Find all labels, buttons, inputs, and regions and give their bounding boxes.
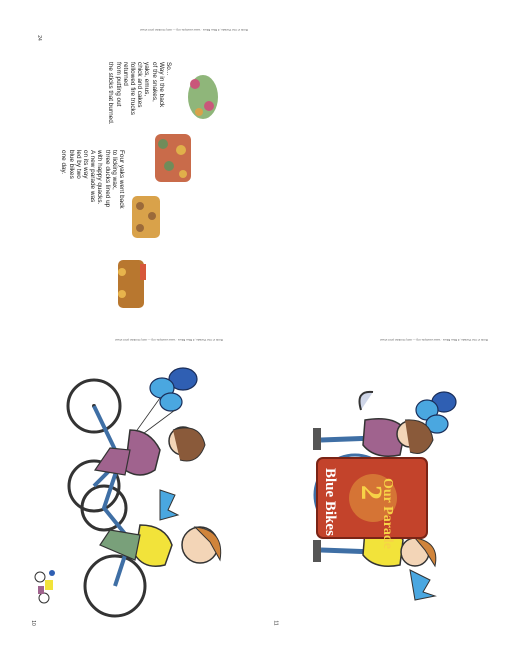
story-text-right: Four yaks went back to licking wax, three ducks lined up with happy quacks. A new parade was on its way led by two blue bikes one day. xyxy=(60,150,125,209)
cover-number: 2 xyxy=(355,485,388,500)
small-bike-icon xyxy=(35,570,55,603)
story-text-left: So... Way in the back of the snakes, yaks, emus, chick and cakes followed fire trucks returned from putting out the sticks that burned. xyxy=(107,62,172,125)
page-number-11: 11 xyxy=(272,620,279,626)
tandem-bike-page xyxy=(0,330,255,660)
tandem-bike-illustration xyxy=(0,330,255,660)
footer-note: Book 2: Our Parade, 2 Blue Bikes · www.example.org — story booklet print sheet xyxy=(140,28,248,32)
cover-title-line1: Our Parade xyxy=(380,478,395,549)
story-page xyxy=(0,0,255,330)
cover-page xyxy=(255,330,510,660)
page-number-24: 24 xyxy=(35,35,42,41)
footer-note-left: Book 2: Our Parade, 2 Blue Bikes · www.example.org — story booklet print sheet xyxy=(115,338,223,342)
parade-illustration-trucks xyxy=(112,256,152,312)
parade-illustration-yaks xyxy=(151,130,195,186)
footer-note-right: Book 2: Our Parade, 2 Blue Bikes · www.example.org — story booklet print sheet xyxy=(380,338,488,342)
cover-title-line2: Blue Bikes xyxy=(322,468,338,536)
parade-illustration-snakes xyxy=(183,72,223,122)
parade-illustration-ducks xyxy=(126,192,166,242)
page-number-10: 10 xyxy=(29,620,36,626)
